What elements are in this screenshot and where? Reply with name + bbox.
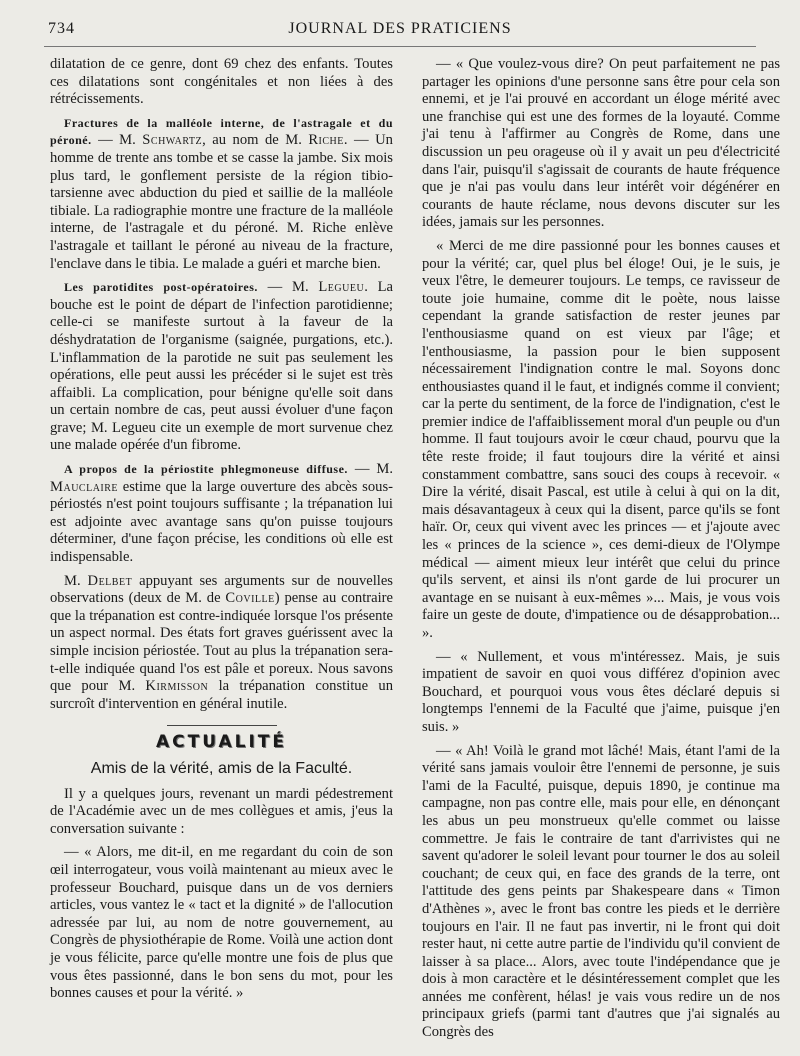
journal-title: JOURNAL DES PRATICIENS	[288, 20, 512, 37]
article-paragraph: « Merci de me dire passionné pour les bonnes causes et pour la vérité; car, quel plus bel éloge! Oui, je le suis, je veux l'être, le demeurer toujours. Le temps, ce ravisseur de toute joie humaine, comme dit le poète, nous laisse cependant la grande satisfaction de rester jeunes par l'enthousiasme quand on est vieux par l'âge; et l'enthousiasme, la passion pour le bien supposent nécessairement l'indignation contre le mal. Soyons donc enthousiastes quand il le faut, et indignés comme il convient; car la perte du sentiment, de la force de l'indignation, c'est le premier indice de l'affaiblissement moral d'un peuple ou d'un homme. Il faut toujours avoir le cœur chaud, pourvu que la tête reste froide; il faut toujours dire la vérité et ainsi constamment combattre, sans souci des coups à recevoir. « Dire la vérité, disait Pascal, est utile à celui à qui on la dit, mais désavantageux à ceux qui la disent, parce qu'ils se font haïr. Or, ceux qui vivent avec les princes — et j'ajoute avec les « princes de la science », ces demi-dieux de l'Olympe médical — aiment mieux leur intérêt que celui du prince qu'ils servent, et ainsi ils n'ont garde de lui procurer un avantage en se nuisant à eux-mêmes »... Mais, je vous vois faire un geste de doute, d'impatience ou de désapprobation... ».	[422, 237, 780, 641]
section-divider	[167, 725, 277, 726]
article-paragraph: — « Nullement, et vous m'intéressez. Mais, je suis impatient de savoir en quoi vous différez d'opinion avec Bouchard, et pourquoi vous vous êtes déclaré depuis si longtemps l'ennemi de la Faculté que j'aime, puisque j'en suis. »	[422, 648, 780, 735]
author-name: Legueu	[318, 279, 365, 296]
paragraph-dilatation: dilatation de ce genre, dont 69 chez des enfants. Toutes ces dilatations sont congénitales et non liées à des rétrécissements.	[50, 56, 393, 108]
article-paragraph: — « Ah! Voilà le grand mot lâché! Mais, étant l'ami de la vérité sans jamais vouloir être l'ennemi de personne, je suis l'ami de la Faculté, puisque, depuis 1890, je continue ma campagne, non pas contre elle, mais pour elle, en dénonçant les abus un peu monstrueux qu'elle commet ou laisse commettre. Je fais le contraire de tant d'arrivistes qui ne savent qu'adorer le soleil levant pour tourner le dos au soleil couchant; de ceux qui, en face des grands de la terre, ont l'attitude des gens peints par Shakespeare dans « Timon d'Athènes », avec le front bas contre les pieds et le derrière toujours en l'air. Il ne faut pas invertir, ni le front qui doit rester haut, ni cette autre partie de l'individu qu'il convient de laisser à sa place... Alors, avec toute l'indépendance que je dois à mon caractère et le désintéressement complet que les années me confèrent, hélas! je vais vous redire un de nos principaux griefs (parmi tant d'autres que j'ai signalés au Congrès des	[422, 742, 780, 1041]
page-number: 734	[48, 20, 75, 37]
paragraph-delbet: M. Delbet appuyant ses arguments sur de nouvelles observations (deux de M. de Coville) pense au contraire que la trépanation est contre-indiquée lorsque l'os présente un aspect normal. Des états fort graves guérissent avec la simple incision périostée. Tout au plus la trépanation sera-t-elle indiquée quand l'os est pâle et poreux. Nous savons que pour M. Kirmisson la trépanation constitue un surcroît d'intervention en général inutile.	[50, 572, 393, 712]
page-header	[44, 18, 756, 47]
author-name: Coville	[225, 590, 275, 607]
author-name: Delbet	[87, 572, 133, 589]
section-heading-parotidites: Les parotidites post-opératoires.	[64, 280, 258, 295]
author-name: Riche	[308, 132, 344, 149]
paragraph-periostite: A propos de la périostite phlegmoneuse diffuse. — M. Mauclaire estime que la large ouverture des abcès sous-périostés n'est point toujours suffisante ; la trépanation lui est adjointe avec avantage sans qu'on puisse toujours déterminer, d'une façon précise, les conditions où elle est indispensable.	[50, 461, 393, 566]
article-title: Amis de la vérité, amis de la Faculté.	[90, 759, 353, 777]
author-name: Kirmisson	[145, 678, 209, 695]
section-heading-fractures: Fractures de la malléole interne, de l'astragale et du péroné.	[50, 115, 393, 148]
section-title: ACTUALITÉ	[155, 732, 288, 753]
author-name: Schwartz	[142, 132, 203, 149]
article-paragraph: — « Que voulez-vous dire? On peut parfaitement ne pas partager les opinions d'une personne sans être pour cela son ennemi, et je l'ai prouvé en accordant un éloge mérité avec une franchise qui est une des formes de la loyauté. Comme j'ai tenu à l'affirmer au Congrès de Rome, dans une discussion un peu orageuse où il y avait un peu d'électricité dans l'air, puisqu'il s'agissait de courants de haute fréquence que je n'ai pas voulu dans leur intérêt voir dégénérer en courants de haute réclame, nous devons discuter sur les idées, jamais sur les personnes.	[422, 56, 780, 231]
article-paragraph: — « Alors, me dit-il, en me regardant du coin de son œil interrogateur, vous voilà maintenant au mieux avec le professeur Bouchard, puisque dans un de vos derniers articles, vous vantez le « tact et la dignité » de l'allocution adressée par lui, au nom de notre gouvernement, au Congrès de physiothérapie de Rome. Voilà une action dont je vous félicite, parce qu'elle montre une fois de plus que vous êtes passionné, dans le bon sens du mot, pour les bonnes causes et pour la vérité. »	[50, 844, 393, 1002]
section-heading-periostite: A propos de la périostite phlegmoneuse diffuse.	[64, 462, 348, 477]
paragraph-parotidites: Les parotidites post-opératoires. — M. Legueu. La bouche est le point de départ de l'infection parotidienne; celle-ci se manifeste surtout à la faveur de la déshydratation de l'organisme (saignée, purgations, etc.). L'inflammation de la parotide ne suit pas seulement les opérations, elle peut aussi les précéder si le sujet est très affaibli. La complication, pour bénigne qu'elle soit dans un certain nombre de cas, peut aussi évoluer d'une façon grave; M. Legueu cite un exemple de mort survenue chez une malade opérée d'un fibrome.	[50, 279, 393, 454]
paragraph-fractures: Fractures de la malléole interne, de l'astragale et du péroné. — M. Schwartz, au nom de M. Riche. — Un homme de trente ans tombe et se casse la jambe. Six mois plus tard, le gonflement persiste de la région tibio-tarsienne avec abduction du pied et saillie de la malléole tibiale. La radiographie montre une fracture de la malléole interne, de l'astragale et du péroné. M. Riche enlève l'astragale et taillant le péroné au niveau de la fracture, l'enclave dans le tibia. Le malade a guéri et marche bien.	[50, 115, 393, 272]
left-column	[50, 56, 393, 1003]
author-name: Mauclaire	[50, 478, 119, 495]
article-paragraph: Il y a quelques jours, revenant un mardi pédestrement de l'Académie avec un de mes collègues et amis, j'eus la conversation suivante :	[50, 785, 393, 837]
right-column	[422, 56, 780, 1042]
